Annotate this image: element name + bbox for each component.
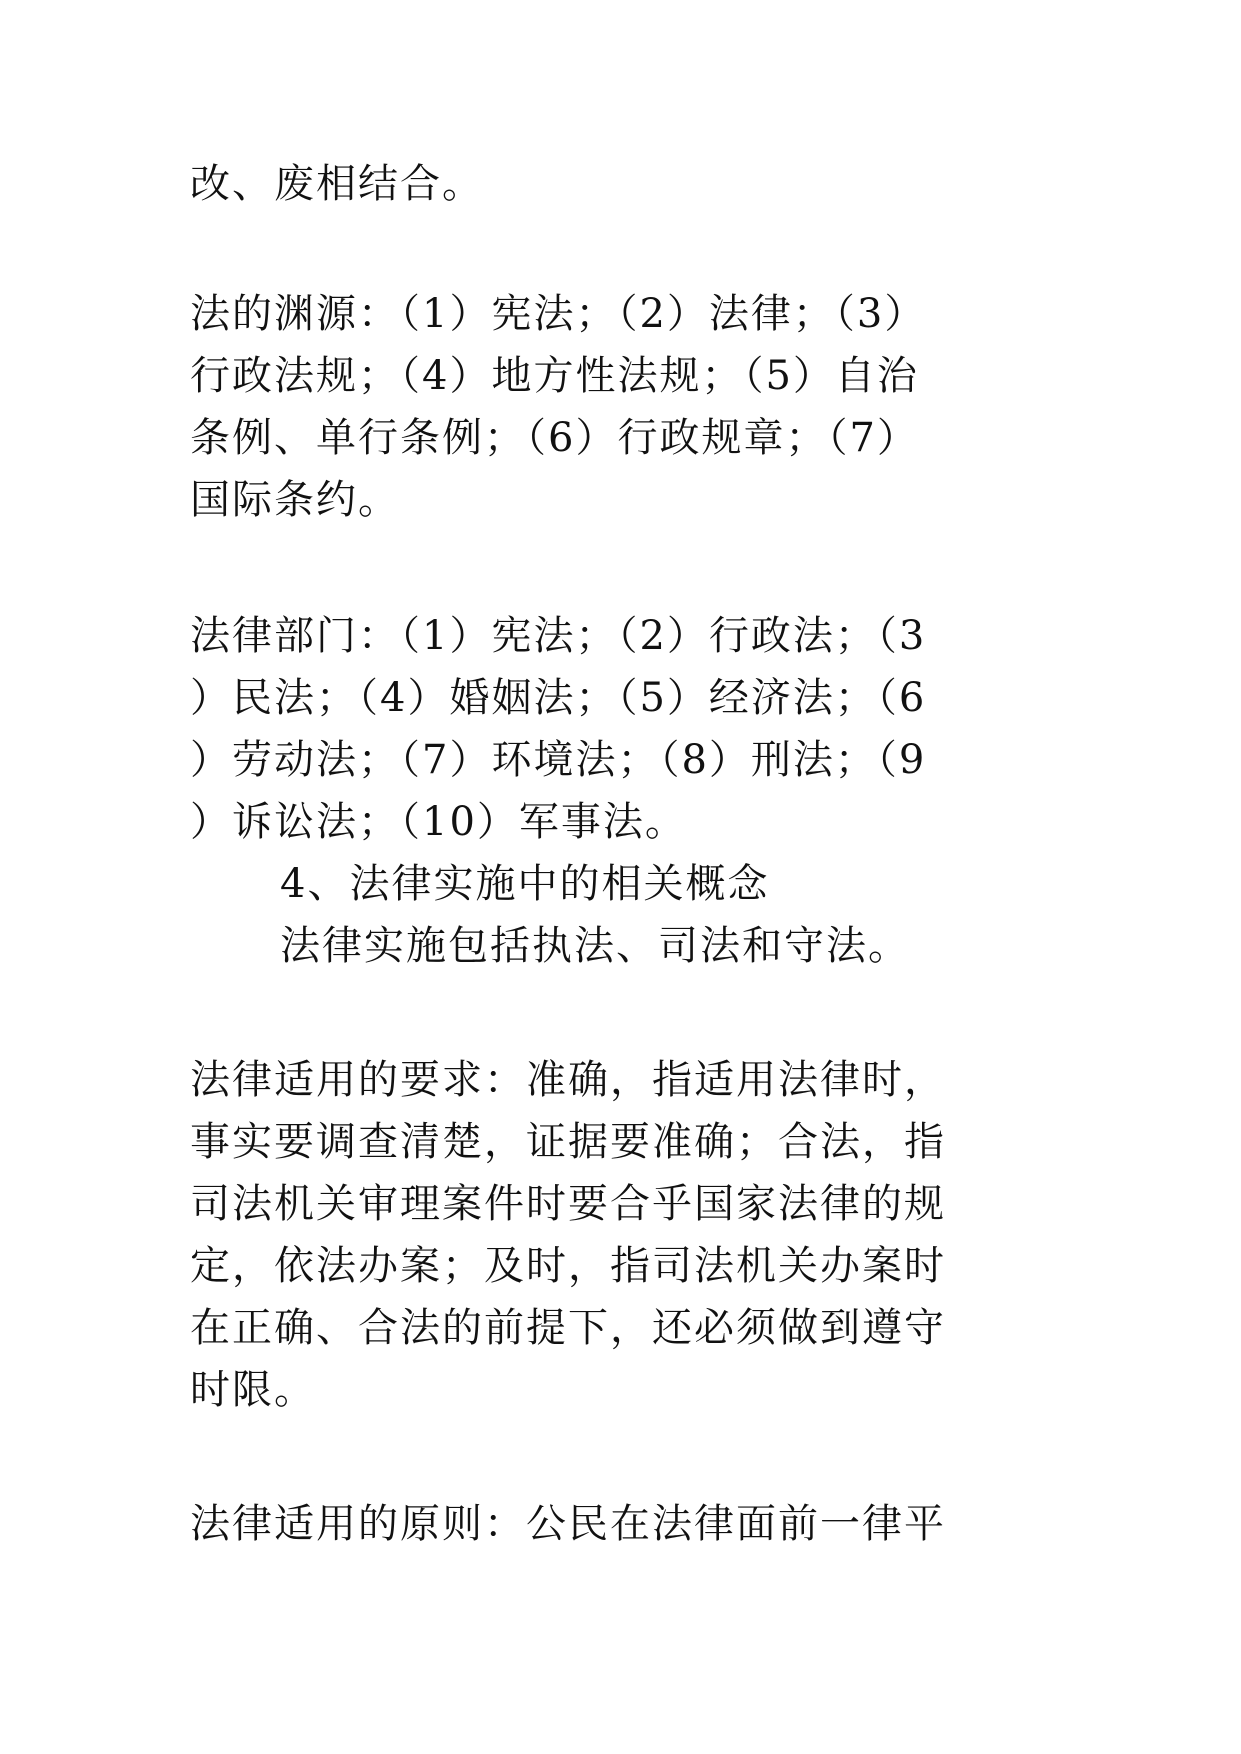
text-line: 行政法规；（4）地方性法规；（5）自治: [190, 353, 919, 399]
text-line: 司法机关审理案件时要合乎国家法律的规: [190, 1181, 946, 1227]
text-line: 国际条约。: [190, 477, 400, 523]
text-line: ）诉讼法；（10）军事法。: [190, 799, 687, 845]
text-line: 法律部门：（1）宪法；（2）行政法；（3: [190, 613, 927, 659]
text-line: 事实要调查清楚，证据要准确；合法，指: [190, 1119, 946, 1165]
text-line: ）劳动法；（7）环境法；（8）刑法；（9: [190, 737, 927, 783]
text-line: 改、废相结合。: [190, 161, 484, 207]
section-heading: 4、法律实施中的相关概念: [280, 861, 770, 907]
text-line: 法律适用的要求：准确，指适用法律时，: [190, 1057, 946, 1103]
text-line: 法律实施包括执法、司法和守法。: [280, 923, 910, 969]
text-line: 法的渊源：（1）宪法；（2）法律；（3）: [190, 291, 927, 337]
text-line: 法律适用的原则：公民在法律面前一律平: [190, 1501, 946, 1547]
text-line: 条例、单行条例；（6）行政规章；（7）: [190, 415, 919, 461]
text-line: 在正确、合法的前提下，还必须做到遵守: [190, 1305, 946, 1351]
text-line: ）民法；（4）婚姻法；（5）经济法；（6: [190, 675, 927, 721]
text-line: 时限。: [190, 1367, 316, 1413]
text-line: 定，依法办案；及时，指司法机关办案时: [190, 1243, 946, 1289]
